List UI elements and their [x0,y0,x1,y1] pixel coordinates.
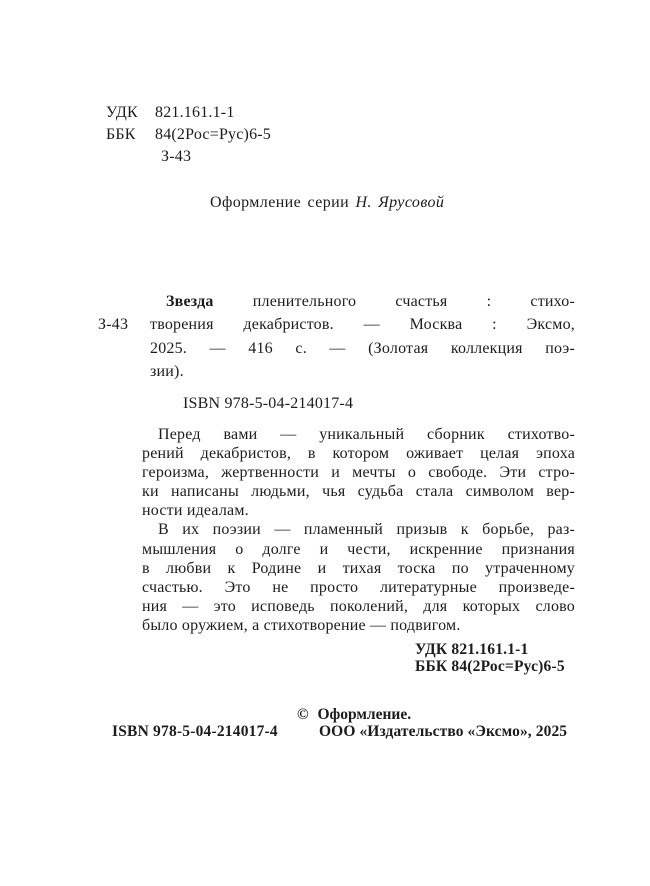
biblio-line-2: творения декабристов. — Москва : Эксмо, [150,316,575,334]
author-sign-margin-code: З-43 [98,316,129,333]
annotation-line: ния — это исповедь поколений, для которых слово [142,597,575,615]
annotation-line: в любви к Родине и тихая тоска по утраченному [142,559,575,577]
biblio-line-1-text: пленительного счастья : стихо- [252,293,576,310]
classification-codes-bottom [415,641,565,676]
biblio-line-4: зии). [150,363,184,381]
udk-label: УДК [106,104,138,121]
bibliographic-description [150,290,575,384]
annotation-line: счастью. Это не просто литературные произведе- [142,578,575,596]
series-designer-name: Н. Ярусовой [355,194,445,211]
empty-label [106,146,155,168]
annotation-line: В их поэзии — пламенный призыв к борьбе, раз- [158,521,575,539]
publisher-line: ООО «Издательство «Эксмо», 2025 [319,723,568,740]
series-credit-text: Оформление серии [210,194,350,211]
annotation-text [142,425,575,635]
annotation-line: Перед вами — уникальный сборник стихотво- [158,426,575,443]
author-sign-value: З-43 [161,148,192,165]
udk-value: 821.161.1-1 [155,104,235,121]
annotation-line: ности идеалам. [142,502,249,520]
biblio-title-word: Звезда [166,293,214,310]
annotation-line: ки написаны людьми, чья судьба стала символом вер- [142,483,575,501]
isbn-bottom: ISBN 978-5-04-214017-4 [112,723,278,740]
biblio-line-3: 2025. — 416 с. — (Золотая коллекция поэ- [150,339,575,357]
biblio-line-1 [150,290,575,313]
classification-codes-top [106,102,271,168]
annotation-line: мышления о долге и чести, искренние признания [142,540,575,558]
udk-bottom: УДК 821.161.1-1 [415,641,529,658]
copyright-design-line: © Оформление. [297,706,412,723]
bbk-value: 84(2Рос=Рус)6-5 [155,126,272,143]
bbk-label: ББК [106,126,136,143]
annotation-line: рений декабристов, в котором оживает целая эпоха [142,445,575,463]
series-design-credit [210,193,444,213]
isbn-number: ISBN 978-5-04-214017-4 [183,395,354,412]
annotation-line: было оружием, а стихотворение — подвигом. [142,616,461,634]
bbk-bottom: ББК 84(2Рос=Рус)6-5 [415,658,565,676]
annotation-line: героизма, жертвенности и мечты о свободе. Эти стро- [142,464,575,482]
